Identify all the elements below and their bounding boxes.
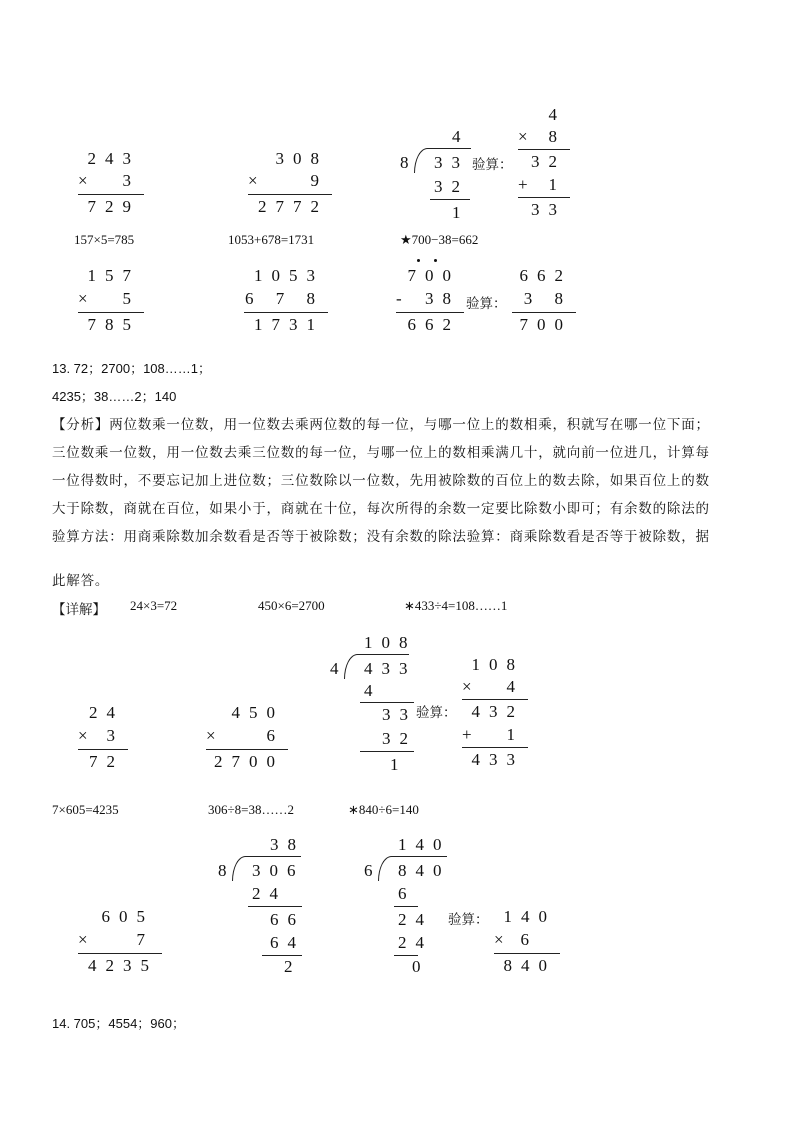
equation-1053: 1053+678=1731 bbox=[228, 232, 315, 247]
multiplicand: 308 bbox=[275, 149, 328, 168]
operator: × bbox=[78, 171, 88, 190]
addend-b: 6 7 8 bbox=[245, 289, 324, 308]
multiplier: 7 bbox=[136, 930, 154, 949]
vertical-mult-243 bbox=[78, 148, 140, 220]
operator: + bbox=[518, 175, 528, 194]
operator: - bbox=[396, 289, 402, 308]
check-result: 700 bbox=[519, 315, 572, 334]
equation-450x6: 450×6=2700 bbox=[258, 598, 325, 613]
minuend: 700 bbox=[407, 266, 460, 285]
remainder: 0 bbox=[412, 957, 421, 976]
borrow-dot bbox=[434, 259, 437, 262]
check-label: 验算： bbox=[448, 912, 489, 928]
calc-line bbox=[462, 699, 528, 700]
addend-a: 1053 bbox=[254, 266, 324, 285]
borrow-dot bbox=[417, 259, 420, 262]
vertical-mult-157 bbox=[78, 265, 140, 337]
check-result: 33 bbox=[531, 200, 566, 219]
operator: × bbox=[494, 930, 504, 949]
check-label: 验算： bbox=[472, 157, 513, 173]
operator: × bbox=[78, 930, 88, 949]
check-433 bbox=[462, 654, 524, 770]
step2-sub: 24 bbox=[398, 933, 433, 952]
check-b: 6 bbox=[520, 930, 538, 949]
check-a: 662 bbox=[519, 266, 572, 285]
calc-line bbox=[430, 199, 470, 200]
long-division-33 bbox=[400, 126, 470, 226]
equation-840div6: ∗840÷6=140 bbox=[348, 802, 419, 817]
calc-line bbox=[78, 194, 144, 195]
equation-24x3: 24×3=72 bbox=[130, 598, 178, 613]
check-mid: 432 bbox=[471, 702, 524, 721]
quotient: 108 bbox=[364, 633, 417, 652]
difference: 662 bbox=[407, 315, 460, 334]
q13-answer-line1: 13. 72；2700；108……1； bbox=[52, 361, 211, 376]
analysis-line-6: 此解答。 bbox=[52, 573, 110, 589]
calc-line bbox=[518, 197, 570, 198]
multiplier: 9 bbox=[310, 171, 328, 190]
multiplicand: 605 bbox=[101, 907, 154, 926]
multiplicand: 24 bbox=[89, 703, 124, 722]
calc-line bbox=[360, 751, 414, 752]
operator: × bbox=[462, 677, 472, 696]
dividend: 33 bbox=[434, 153, 469, 172]
sum: 1731 bbox=[254, 315, 324, 334]
calc-line bbox=[78, 312, 144, 313]
equation-7x605: 7×605=4235 bbox=[52, 802, 119, 817]
check-b: 3 8 bbox=[523, 289, 572, 308]
calc-line bbox=[248, 194, 332, 195]
remainder: 2 bbox=[284, 957, 293, 976]
operator: + bbox=[462, 725, 472, 744]
check-add: 1 bbox=[548, 175, 566, 194]
multiplier: 3 bbox=[122, 171, 140, 190]
operator: × bbox=[78, 726, 88, 745]
analysis-line-3: 一位得数时，不要忘记加上进位数；三位数除以一位数，先用被除数的百位上的数去除，如果百位上的数 bbox=[52, 473, 710, 489]
operator: × bbox=[206, 726, 216, 745]
calc-line bbox=[494, 953, 560, 954]
calc-line bbox=[262, 955, 302, 956]
multiplicand: 450 bbox=[231, 703, 284, 722]
analysis-line-4: 大于除数，商就在百位，如果小于，商就在十位，每次所得的余数一定要比除数小即可；有余数的除法的 bbox=[52, 501, 710, 517]
product: 2772 bbox=[258, 197, 328, 216]
check-840 bbox=[494, 906, 556, 978]
product: 72 bbox=[89, 752, 124, 771]
check-result: 433 bbox=[471, 750, 524, 769]
check-b: 4 bbox=[506, 677, 524, 696]
step1-sub: 4 bbox=[364, 681, 382, 700]
calc-line bbox=[78, 749, 128, 750]
long-division-433 bbox=[330, 632, 417, 774]
step1-rem: 66 bbox=[270, 910, 305, 929]
long-division-840 bbox=[364, 834, 451, 976]
remainder: 1 bbox=[452, 203, 461, 222]
analysis-line-2: 三位数乘一位数，用一位数去乘三位数的每一位，与哪一位上的数相乘满几十，就向前一位进几，计算每 bbox=[52, 445, 710, 461]
divisor: 4 bbox=[330, 659, 339, 678]
check-mult: 8 bbox=[548, 127, 566, 146]
analysis-line-5: 验算方法：用商乘除数加余数看是否等于被除数；没有余数的除法验算：商乘除数看是否等于被除数，据 bbox=[52, 529, 710, 545]
step1-rem: 33 bbox=[382, 705, 417, 724]
check-label: 验算： bbox=[416, 705, 457, 721]
step1-sub: 24 bbox=[252, 884, 287, 903]
quotient: 140 bbox=[398, 835, 451, 854]
product: 729 bbox=[87, 197, 140, 216]
calc-line bbox=[396, 312, 464, 313]
step2-sub: 64 bbox=[270, 933, 305, 952]
calc-line bbox=[248, 906, 302, 907]
check-a: 140 bbox=[503, 907, 556, 926]
divisor: 6 bbox=[364, 861, 373, 880]
multiplier: 3 bbox=[106, 726, 124, 745]
multiplicand: 157 bbox=[87, 266, 140, 285]
q13-answer-line2: 4235；38……2；140 bbox=[52, 389, 177, 404]
equation-433div4: ∗433÷4=108……1 bbox=[404, 598, 508, 613]
step1-rem: 24 bbox=[398, 910, 433, 929]
subtrahend: 38 bbox=[425, 289, 460, 308]
divisor: 8 bbox=[218, 861, 227, 880]
vertical-mult-308 bbox=[248, 148, 328, 220]
long-division-306 bbox=[218, 834, 305, 976]
equation-700: ★700−38=662 bbox=[400, 232, 479, 247]
check-top: 4 bbox=[548, 105, 566, 124]
equation-306div8: 306÷8=38……2 bbox=[208, 802, 294, 817]
vertical-mult-450 bbox=[206, 702, 284, 774]
calc-line bbox=[360, 702, 414, 703]
calc-line bbox=[512, 312, 576, 313]
check-label: 验算： bbox=[466, 296, 507, 312]
quotient: 38 bbox=[270, 835, 305, 854]
multiplicand: 243 bbox=[87, 149, 140, 168]
calc-line bbox=[394, 906, 418, 907]
calc-line bbox=[206, 749, 288, 750]
check-c: 1 bbox=[506, 725, 524, 744]
vertical-mult-24 bbox=[78, 702, 124, 774]
quotient: 4 bbox=[452, 127, 461, 146]
product: 2700 bbox=[214, 752, 284, 771]
q14-answer-line: 14. 705；4554；960； bbox=[52, 1016, 185, 1031]
divisor: 8 bbox=[400, 153, 409, 172]
operator: × bbox=[248, 171, 258, 190]
subtrahend: 32 bbox=[434, 177, 469, 196]
check-mid: 32 bbox=[531, 152, 566, 171]
calc-line bbox=[244, 312, 328, 313]
analysis-line-1: 【分析】两位数乘一位数，用一位数去乘两位数的每一位，与哪一位上的数相乘，积就写在哪一位下面； bbox=[52, 417, 710, 433]
operator: × bbox=[518, 127, 528, 146]
detail-label: 【详解】 bbox=[52, 602, 106, 618]
dividend: 840 bbox=[398, 861, 451, 880]
multiplier: 6 bbox=[266, 726, 284, 745]
calc-line bbox=[518, 149, 570, 150]
remainder: 1 bbox=[390, 755, 399, 774]
check-700 bbox=[512, 265, 572, 337]
vertical-mult-605 bbox=[78, 906, 158, 978]
multiplier: 5 bbox=[122, 289, 140, 308]
calc-line bbox=[78, 953, 162, 954]
check-a: 108 bbox=[471, 655, 524, 674]
check-33 bbox=[518, 104, 566, 220]
step1-sub: 6 bbox=[398, 884, 407, 903]
equation-157: 157×5=785 bbox=[74, 232, 135, 247]
vertical-sub-700 bbox=[396, 265, 460, 337]
vertical-add-1053 bbox=[244, 265, 324, 337]
check-result: 840 bbox=[503, 956, 556, 975]
operator: × bbox=[78, 289, 88, 308]
product: 785 bbox=[87, 315, 140, 334]
dividend: 306 bbox=[252, 861, 305, 880]
calc-line bbox=[462, 747, 528, 748]
dividend: 433 bbox=[364, 659, 417, 678]
step2-sub: 32 bbox=[382, 729, 417, 748]
product: 4235 bbox=[88, 956, 158, 975]
